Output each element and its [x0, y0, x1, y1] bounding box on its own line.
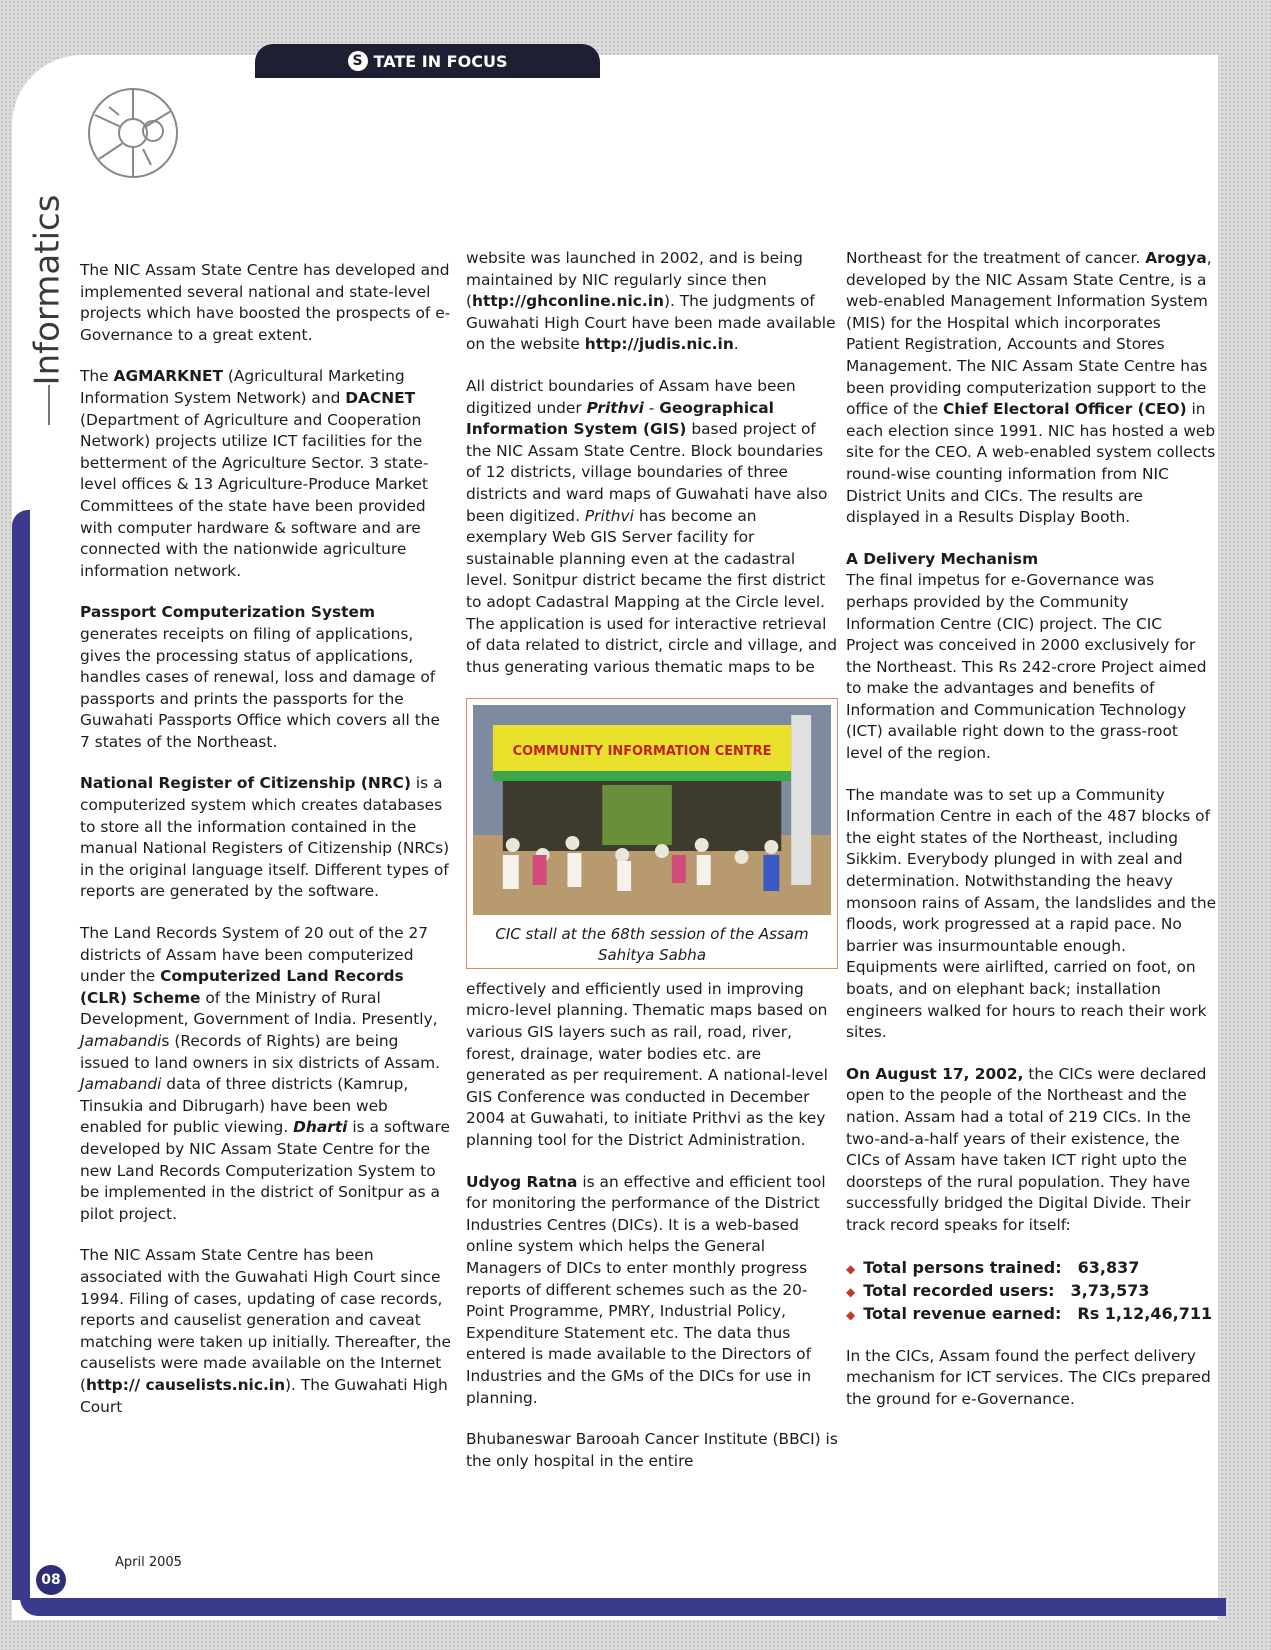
paragraph: The mandate was to set up a Community Information Centre in each of the 487 blocks of the eight states of the Northeast, including Sikkim. Everybody plunged in with zeal and determination. Notwithstanding the heavy monsoon rains of Assam, the landslides and the floods, work progressed at a rapid pace. No barrier was insurmountable enough. Equipments were airlifted, carried on foot, on boats, and on elephant back; installation engineers walked for hours to reach their work sites. — [846, 785, 1217, 1042]
stat-item — [846, 1257, 1218, 1280]
bold-term: AGMARKNET — [113, 367, 223, 386]
bold-term: Geographical Information System (GIS) — [466, 398, 774, 439]
paragraph: Passport Computerization System generates receipts on filing of applications, gives the processing status of applications, handles cases of renewal, loss and damage of passports and prints the passports for the Guwahati Passports Office which covers all the 7 states of the Northeast. — [80, 603, 440, 751]
cic-stall-photo — [473, 705, 831, 915]
column-2-bottom — [466, 979, 838, 1472]
diamond-bullet-icon: ◆ — [846, 1307, 856, 1322]
paragraph: Northeast for the treatment of cancer. Arogya, developed by the NIC Assam State Centre, is a web-enabled Management Information System (MIS) for the Hospital which incorporates Patient Registration, Accounts and Stores Management. The NIC Assam State Centre has been providing computerization support to the office of the Chief Electoral Officer (CEO) in each election since 1991. NIC has hosted a web site for the CEO. A web-enabled system collects round-wise counting information from NIC District Units and CICs. The results are displayed in a Results Display Booth. — [846, 249, 1216, 527]
stat-item — [846, 1280, 1218, 1303]
side-label — [22, 194, 72, 386]
stat-value: 3,73,573 — [1070, 1280, 1150, 1300]
bold-term: http://judis.nic.in — [584, 335, 734, 354]
page-number: 08 — [36, 1565, 66, 1595]
bold-term: Chief Electoral Officer (CEO) — [943, 400, 1187, 419]
paragraph: National Register of Citizenship (NRC) is a computerized system which creates databases to store all the information contained in the manual National Registers of Citizenship (NRCs) in the original language itself. Different types of reports are generated by the software. — [80, 774, 450, 901]
section-header-tab — [255, 44, 600, 78]
side-label-text: Informatics — [27, 194, 67, 386]
header-tab-text: TATE IN FOCUS — [373, 51, 508, 71]
paragraph: The NIC Assam State Centre has developed and implemented several national and state-level projects which have boosted the prospects of e-Governance to a great extent. — [80, 261, 451, 344]
stat-label: Total recorded users: — [863, 1280, 1055, 1300]
bold-term: On August 17, 2002, — [846, 1064, 1024, 1083]
photo-banner-text: COMMUNITY INFORMATION CENTRE — [512, 744, 772, 760]
section-heading: A Delivery Mechanism — [846, 549, 1039, 568]
stats-list — [846, 1257, 1218, 1326]
italic-term: Jamabandi — [80, 1075, 162, 1094]
paragraph: Bhubaneswar Barooah Cancer Institute (BBCI) is the only hospital in the entire — [466, 1430, 838, 1470]
stat-value: Rs 1,12,46,711 — [1077, 1303, 1213, 1323]
bold-term: http://ghconline.nic.in — [472, 292, 664, 311]
stat-value: 63,837 — [1077, 1257, 1140, 1277]
bold-italic-term: Dharti — [293, 1118, 348, 1137]
photo-figure — [466, 698, 838, 969]
header-tab-letter: S — [348, 51, 368, 71]
stat-label: Total persons trained: — [863, 1257, 1062, 1277]
paragraph: The Land Records System of 20 out of the 27 districts of Assam have been computerized under the Computerized Land Records (CLR) Scheme of the Ministry of Rural Development, Government of India. Presently, Jamabandis (Records of Rights) are being issued to land owners in six districts of Assam. Jamabandi data of three districts (Kamrup, Tinsukia and Dibrugarh) have been web enabled for public viewing. Dharti is a software developed by NIC Assam State Centre for the new Land Records Computerization System to be implemented in the district of Sonitpur as a pilot project. — [80, 924, 450, 1223]
diamond-bullet-icon: ◆ — [846, 1284, 856, 1299]
paragraph: On August 17, 2002, the CICs were declared open to the people of the Northeast and the nation. Assam had a total of 219 CICs. In the two-and-a-half years of their existence, the CICs of Assam have taken ICT right upto the doorsteps of the rural population. They have successfully bridged the Digital Divide. Their track record speaks for itself: — [846, 1064, 1207, 1234]
column-3-mid — [846, 570, 1218, 1236]
paragraph: All district boundaries of Assam have been digitized under Prithvi - Geographical Information System (GIS) based project of the NIC Assam State Centre. Block boundaries of 12 districts, village boundaries of three districts and ward maps of Guwahati have also been digitized. Prithvi has become an exemplary Web GIS Server facility for sustainable planning even at the cadastral level. Sonitpur district became the first district to adopt Cadastral Mapping at the Circle level. The application is used for interactive retrieval of data related to district, circle and village, and thus generating various thematic maps to be — [466, 376, 837, 676]
italic-term: Jamabandi — [80, 1032, 162, 1050]
closing-paragraph: In the CICs, Assam found the perfect delivery mechanism for ICT services. The CICs prepared the ground for e-Governance. — [846, 1346, 1211, 1408]
bold-term: National Register of Citizenship (NRC) — [80, 774, 411, 793]
paragraph: Udyog Ratna is an effective and efficient tool for monitoring the performance of the District Industries Centres (DICs). It is a web-based online system which helps the General Managers of DICs to enter monthly progress reports of different schemes such as the 20-Point Programme, PMRY, Industrial Policy, Expenditure Statement etc. The data thus entered is made available to the Directors of Industries and the GMs of the DICs for use in planning. — [466, 1172, 826, 1407]
left-accent-band — [12, 510, 30, 1600]
bold-term: Computerized Land Records (CLR) Scheme — [80, 967, 404, 1007]
bold-term: DACNET — [345, 388, 416, 407]
column-3 — [846, 248, 1218, 1410]
issue-date: April 2005 — [115, 1555, 182, 1570]
paragraph: effectively and efficiently used in improving micro-level planning. Thematic maps based on various GIS layers such as rail, road, river, forest, drainage, water bodies etc. are generated as per requirement. A national-level GIS Conference was conducted in December 2004 at Guwahati, to initiate Prithvi as the key planning tool for the District Administration. — [466, 979, 828, 1150]
diamond-bullet-icon: ◆ — [846, 1261, 856, 1276]
italic-term: Prithvi — [584, 506, 634, 525]
paragraph: website was launched in 2002, and is being maintained by NIC regularly since then (http://ghconline.nic.in). The judgments of Guwahati High Court have been made available on the website http://judis.nic.in. — [466, 249, 836, 354]
paragraph: The final impetus for e-Governance was perhaps provided by the Community Information Centre (CIC) project. The CIC Project was conceived in 2000 exclusively for the Northeast. This Rs 242-crore Project aimed to make the advantages and benefits of Information and Communication Technology (ICT) available right down to the grass-root level of the region. — [846, 571, 1207, 763]
stat-label: Total revenue earned: — [863, 1303, 1062, 1323]
wheel-emblem-icon — [85, 85, 181, 181]
paragraph: The NIC Assam State Centre has been associated with the Guwahati High Court since 1994. Filing of cases, updating of case records, reports and causelist generation and caveat matching were taken up initially. Thereafter, the causelists were made available on the Internet (http:// causelists.nic.in). The Guwahati High Court — [80, 1246, 451, 1416]
column-1 — [80, 260, 452, 1438]
bold-italic-term: Prithvi — [586, 398, 644, 417]
side-label-divider — [48, 385, 50, 425]
photo-caption: CIC stall at the 68th session of the Assam Sahitya Sabha — [495, 924, 809, 964]
bottom-accent-band — [20, 1598, 1226, 1616]
bold-term: Passport Computerization System — [80, 603, 375, 622]
bold-term: Udyog Ratna — [466, 1172, 578, 1191]
bold-term: http:// causelists.nic.in — [86, 1375, 286, 1394]
bold-term: Arogya — [1145, 249, 1207, 267]
column-3-top — [846, 248, 1218, 529]
column-2 — [466, 248, 838, 1492]
stat-item — [846, 1303, 1218, 1326]
column-2-top — [466, 248, 838, 678]
paragraph: The AGMARKNET (Agricultural Marketing Information System Network) and DACNET (Department of Agriculture and Cooperation Network) projects utilize ICT facilities for the betterment of the Agriculture Sector. 3 state-level offices & 13 Agriculture-Produce Market Committees of the state have been provided with computer hardware & software and are connected with the nationwide agriculture information network. — [80, 367, 429, 580]
